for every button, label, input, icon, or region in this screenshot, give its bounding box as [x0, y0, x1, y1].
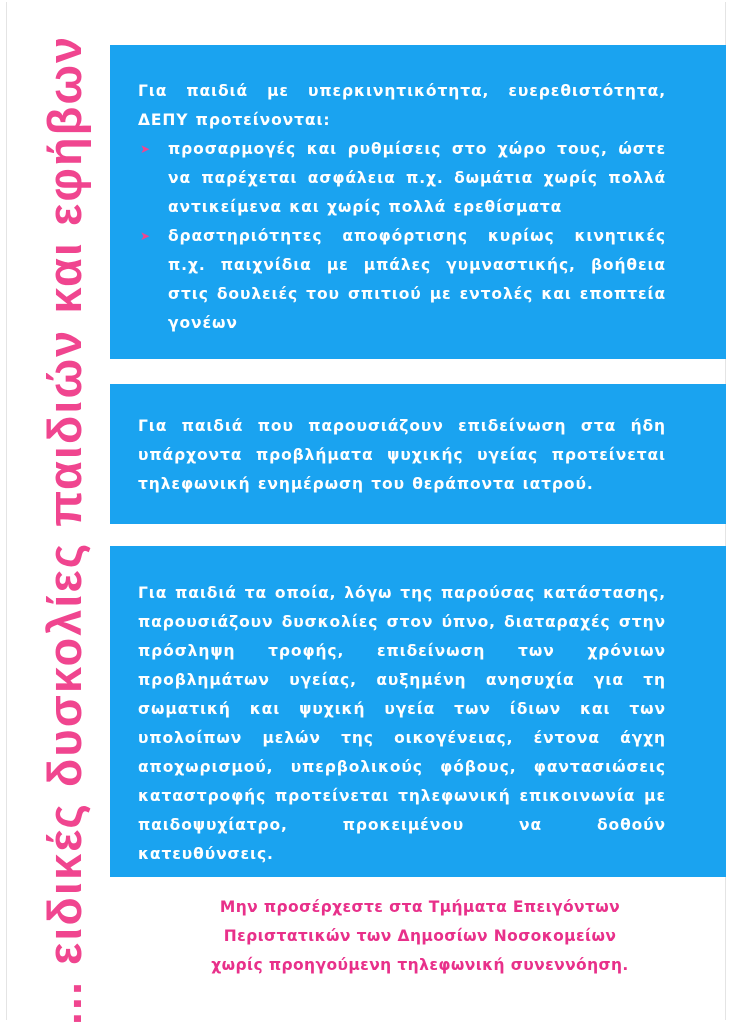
hyperactivity-info-box [110, 45, 726, 359]
arrow-bullet-icon: ➤ [140, 142, 151, 156]
bullet-text: προσαρμογές και ρυθμίσεις στο χώρο τους, ώστε να παρέχεται ασφάλεια π.χ. δωμάτια χωρίς πολλά αντικείμενα και χωρίς πολλά ερεθίσματα [168, 140, 666, 216]
emergency-notice-line-1: Μην προσέρχεστε στα Τμήματα Επειγόντων [219, 898, 621, 916]
side-title: ... ειδικές δυσκολίες παιδιών και εφήβων [37, 34, 91, 1025]
hyperactivity-intro: Για παιδιά με υπερκινητικότητα, ευερεθιστότητα, ΔΕΠΥ προτείνονται: [138, 82, 666, 129]
mental-health-info-box [110, 384, 726, 524]
list-item [138, 135, 666, 222]
bullet-text: δραστηριότητες αποφόρτισης κυρίως κινητικές π.χ. παιχνίδια με μπάλες γυμναστικής, βοήθεια στις δουλειές του σπιτιού με εντολές και εποπτεία γονέων [168, 227, 666, 332]
emergency-notice [130, 893, 710, 980]
difficulties-info-box [110, 546, 726, 877]
hyperactivity-bullet-list [138, 135, 666, 338]
list-item [138, 222, 666, 338]
emergency-notice-line-3: χωρίς προηγούμενη τηλεφωνική συνεννόηση. [211, 956, 629, 974]
arrow-bullet-icon: ➤ [140, 229, 151, 243]
difficulties-text: Για παιδιά τα οποία, λόγω της παρούσας κατάστασης, παρουσιάζουν δυσκολίες στον ύπνο, διαταραχές στην πρόσληψη τροφής, επιδείνωση των χρόνιων προβλημάτων υγείας, αυξημένη ανησυχία για τη σωματική και ψυχική υγεία των ίδιων και των υπολοίπων μελών της οικογένειας, έντονα άγχη αποχωρισμού, υπερβολικούς φόβους, φαντασιώσεις καταστροφής προτείνεται τηλεφωνική επικοινωνία με παιδοψυχίατρο, προκειμένου να δοθούν κατευθύνσεις. [138, 584, 666, 863]
emergency-notice-line-2: Περιστατικών των Δημοσίων Νοσοκομείων [223, 927, 617, 945]
mental-health-text: Για παιδιά που παρουσιάζουν επιδείνωση στα ήδη υπάρχοντα προβλήματα ψυχικής υγείας προτείνεται τηλεφωνική ενημέρωση του θεράποντα ιατρού. [138, 417, 666, 493]
